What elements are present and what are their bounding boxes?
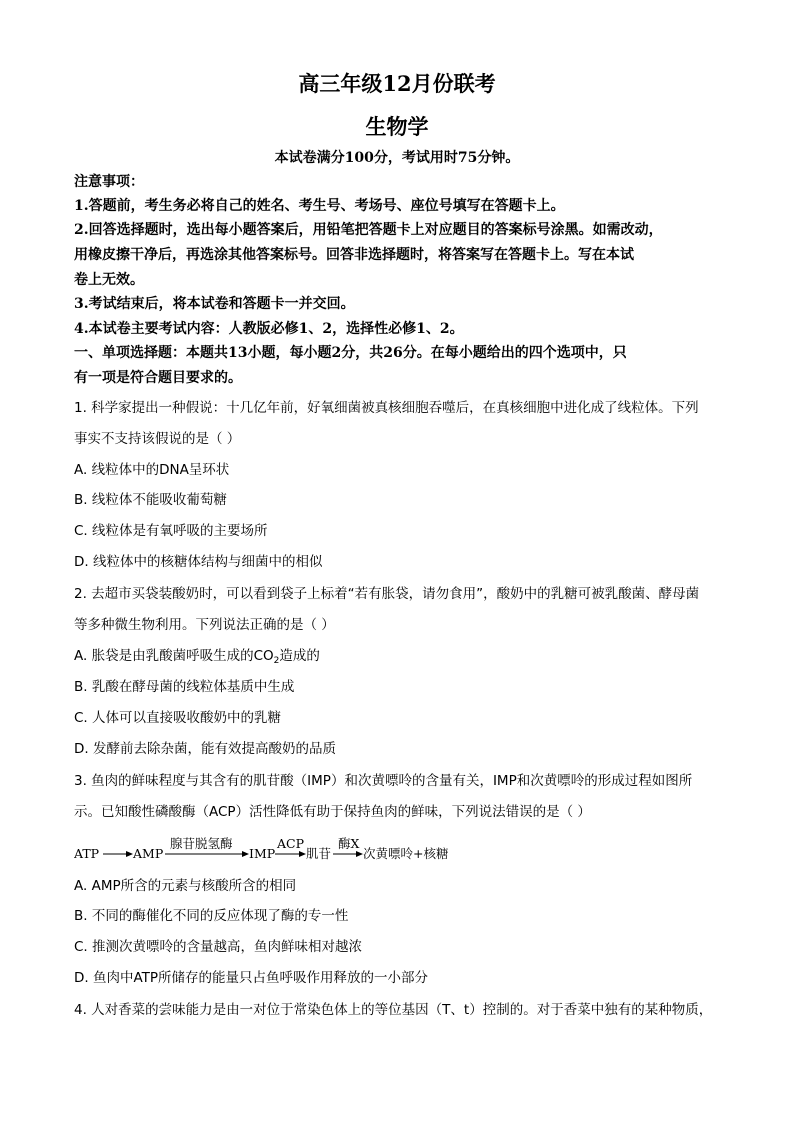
q2-stem-line-2: 等多种微生物利用。下列说法正确的是（ ）: [74, 617, 335, 633]
q1-option-b: B. 线粒体不能吸收葡萄糖: [74, 492, 227, 508]
q3-option-a: A. AMP所含的元素与核酸所含的相同: [74, 878, 297, 894]
q3-option-b: B. 不同的酶催化不同的反应体现了酶的专一性: [74, 908, 349, 924]
q2-option-c: C. 人体可以直接吸收酸奶中的乳糖: [74, 710, 282, 726]
q3-stem-line-2: 示。已知酸性磷酸酶（ACP）活性降低有助于保持鱼肉的鲜味，下列说法错误的是（ ）: [74, 804, 591, 820]
note-2-line-1: 2.回答选择题时，选出每小题答案后，用铅笔把答题卡上对应题目的答案标号涂黑。如需改动，: [74, 222, 663, 238]
exam-title: 高三年级12月份联考: [298, 71, 496, 96]
q3-option-d: D. 鱼肉中ATP所储存的能量只占鱼呼吸作用释放的一小部分: [74, 970, 429, 986]
flow-label-acp: ACP: [277, 836, 305, 851]
q2-option-a-text: A. 胀袋是由乳酸菌呼吸生成的CO: [74, 648, 274, 664]
q4-stem-line-1: 4. 人对香菜的尝味能力是由一对位于常染色体上的等位基因（T、t）控制的。对于香菜中独有的某种物质，: [74, 1002, 713, 1018]
q1-option-c: C. 线粒体是有氧呼吸的主要场所: [74, 523, 268, 539]
flow-node-hypoxanthine-ribose: 次黄嘌呤+核糖: [363, 846, 449, 861]
flow-node-amp: AMP: [133, 846, 164, 861]
notes-heading: 注意事项：: [74, 174, 144, 190]
section-heading-2: 有一项是符合题目要求的。: [74, 370, 242, 386]
q2-option-a-subscript: 2: [273, 656, 280, 666]
q3-stem-line-1: 3. 鱼肉的鲜味程度与其含有的肌苷酸（IMP）和次黄嘌呤的含量有关，IMP和次黄嘌呤的形成过程如图所: [74, 773, 693, 789]
note-4: 4.本试卷主要考试内容：人教版必修1、2，选择性必修1、2。: [74, 321, 464, 337]
imp-formation-pathway-diagram: [74, 834, 474, 864]
q2-option-b: B. 乳酸在酵母菌的线粒体基质中生成: [74, 679, 295, 695]
q1-stem-line-2: 事实不支持该假说的是（ ）: [74, 431, 241, 447]
note-1: 1.答题前，考生务必将自己的姓名、考生号、考场号、座位号填写在答题卡上。: [74, 198, 565, 214]
q2-option-a: [74, 646, 726, 671]
q3-option-c: C. 推测次黄嘌呤的含量越高，鱼肉鲜味相对越浓: [74, 939, 363, 955]
flow-node-imp: IMP: [249, 846, 276, 861]
q1-stem-line-1: 1. 科学家提出一种假说：十几亿年前，好氧细菌被真核细胞吞噬后，在真核细胞中进化成了线粒体。下列: [74, 400, 699, 416]
flow-label-enzyme-x: 酶X: [338, 836, 360, 851]
note-3: 3.考试结束后，将本试卷和答题卡一并交回。: [74, 296, 355, 312]
subject-title: 生物学: [365, 114, 429, 139]
q2-stem-line-1: 2. 去超市买袋装酸奶时，可以看到袋子上标着“若有胀袋，请勿食用”，酸奶中的乳糖可被乳酸菌、酵母菌: [74, 586, 700, 602]
q2-option-d: D. 发酵前去除杂菌，能有效提高酸奶的品质: [74, 741, 336, 757]
note-2-line-2: 用橡皮擦干净后，再选涂其他答案标号。回答非选择题时，将答案写在答题卡上。写在本试: [74, 247, 634, 263]
q1-option-a: A. 线粒体中的DNA呈环状: [74, 462, 230, 478]
flow-node-inosine: 肌苷: [306, 846, 332, 861]
flow-label-adenosine-deaminase: 腺苷脱氢酶: [170, 836, 233, 851]
note-2-line-3: 卷上无效。: [74, 272, 144, 288]
flow-node-atp: ATP: [74, 846, 100, 861]
exam-info: 本试卷满分100分，考试用时75分钟。: [274, 150, 520, 166]
q2-option-a-text-end: 造成的: [279, 648, 320, 664]
q1-option-d: D. 线粒体中的核糖体结构与细菌中的相似: [74, 554, 323, 570]
section-heading-1: 一、单项选择题：本题共13小题，每小题2分，共26分。在每小题给出的四个选项中，只: [74, 345, 627, 361]
